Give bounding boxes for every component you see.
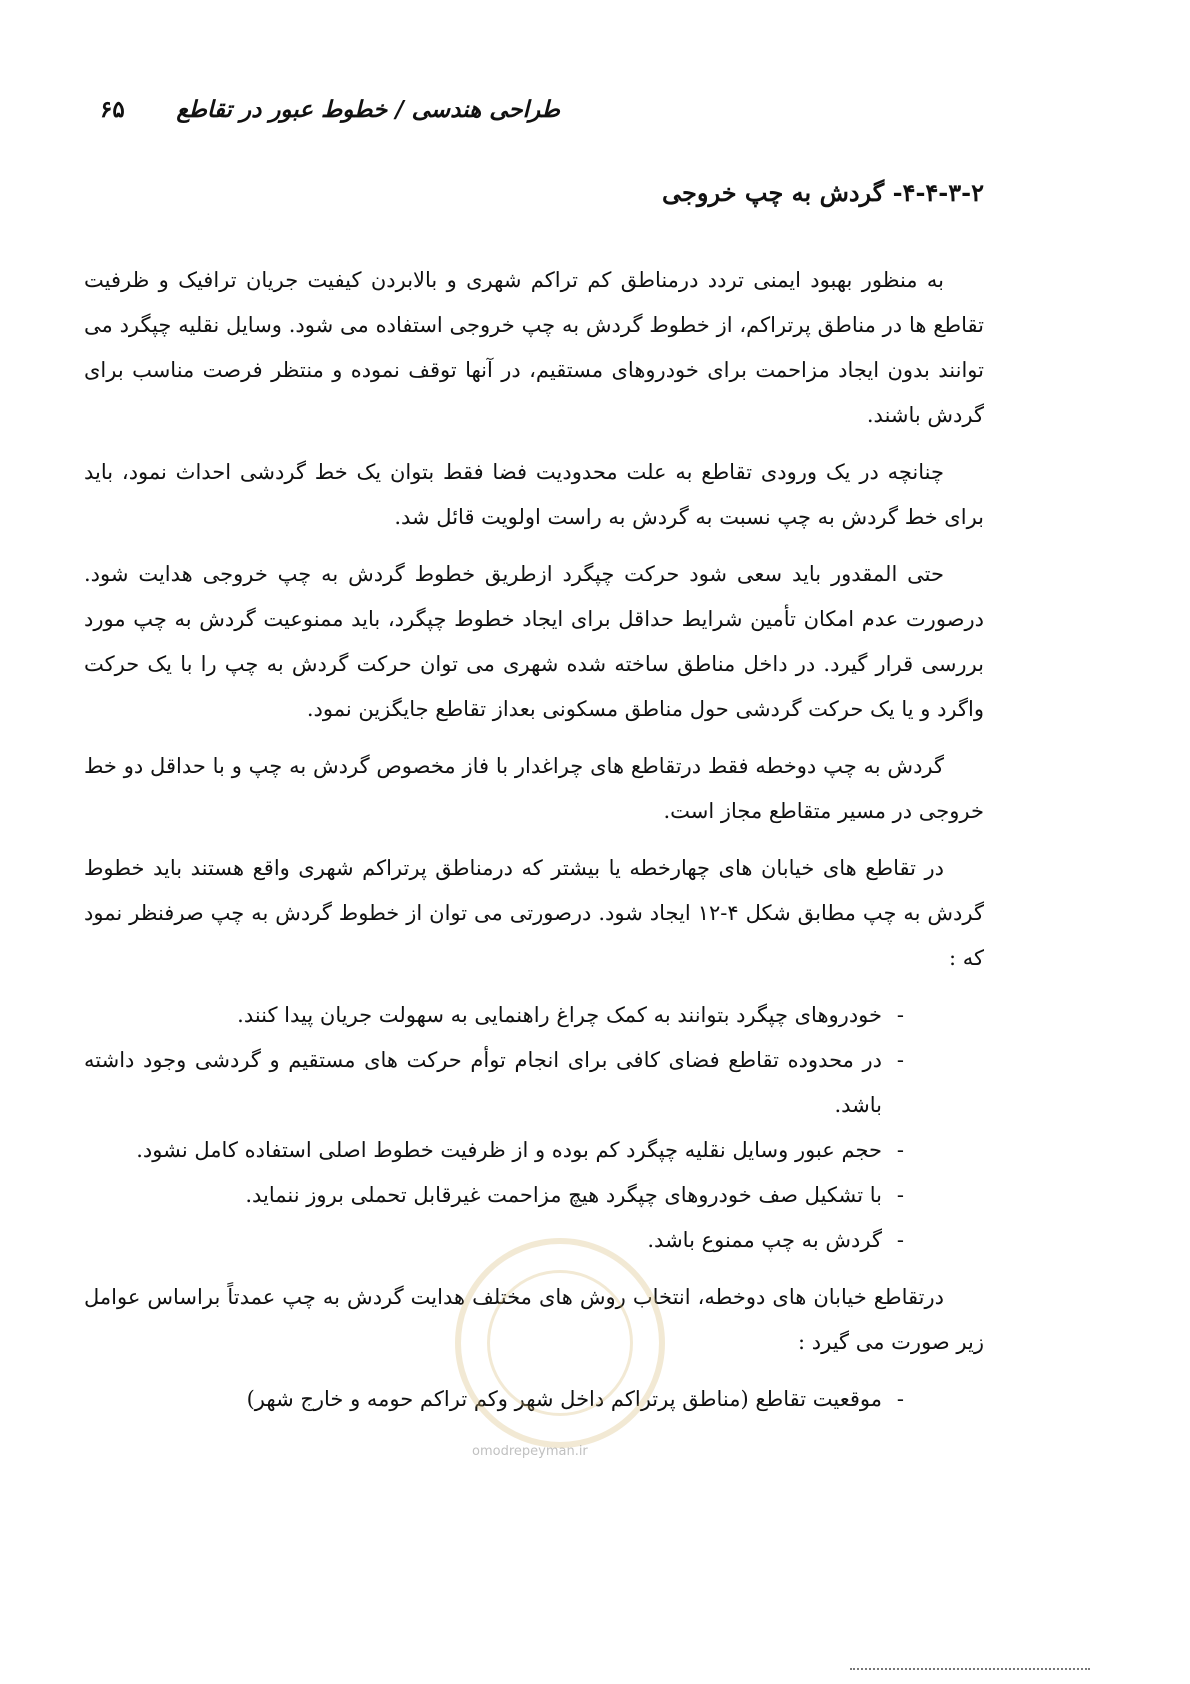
list-item: [84, 993, 904, 1038]
list-item: [84, 1218, 904, 1263]
list-marker: -: [896, 1048, 904, 1072]
paragraph-5: در تقاطع های خیابان های چهارخطه یا بیشتر که درمناطق پرتراکم شهری واقع هستند باید خطوط گردش به چپ مطابق شکل ۴-۱۲ ایجاد شود. درصورتی می توان از خطوط گردش به چپ صرفنظر نمود که :: [84, 856, 984, 970]
list-item-text: حجم عبور وسایل نقلیه چپگرد کم بوده و از ظرفیت خطوط اصلی استفاده کامل نشود.: [136, 1138, 882, 1162]
watermark-seal: [455, 1238, 665, 1448]
watermark-url: omodrepeyman.ir: [472, 1444, 588, 1459]
list-marker: -: [896, 1387, 904, 1411]
scan-edge-marks: [850, 1668, 1090, 1674]
list-item-text: گردش به چپ ممنوع باشد.: [647, 1228, 882, 1252]
list-item-text: با تشکیل صف خودروهای چپگرد هیچ مزاحمت غیرقابل تحملی بروز ننماید.: [245, 1183, 882, 1207]
running-title: طراحی هندسی / خطوط عبور در تقاطع: [176, 96, 560, 123]
page-header: [100, 96, 560, 136]
list-item-text: در محدوده تقاطع فضای کافی برای انجام توأم حرکت های مستقیم و گردشی وجود داشته باشد.: [84, 1048, 882, 1117]
section-heading: ۴-۴-۳-۲- گردش به چپ خروجی: [662, 178, 984, 207]
list-marker: -: [896, 1138, 904, 1162]
list-item-text: موقعیت تقاطع (مناطق پرتراکم داخل شهر وکم تراکم حومه و خارج شهر): [246, 1387, 882, 1411]
list-item: [84, 1128, 904, 1173]
paragraph-3: حتی المقدور باید سعی شود حرکت چپگرد ازطریق خطوط گردش به چپ خروجی هدایت شود. درصورت عدم امکان تأمین شرایط حداقل برای ایجاد خطوط چپگرد، باید ممنوعیت گردش به چپ مورد بررسی قرار گیرد. در داخل مناطق ساخته شده شهری می توان حرکت گردش به چپ را با یک حرکت واگرد و یا یک حرکت گردشی حول مناطق مسکونی بعداز تقاطع جایگزین نمود.: [84, 562, 984, 721]
page-number: ۶۵: [100, 96, 125, 123]
closing-paragraph: درتقاطع خیابان های دوخطه، انتخاب روش های مختلف هدایت گردش به چپ عمدتاً براساس عوامل زیر صورت می گیرد :: [84, 1285, 984, 1354]
list-marker: -: [896, 1183, 904, 1207]
paragraph-4: گردش به چپ دوخطه فقط درتقاطع های چراغدار با فاز مخصوص گردش به چپ و با حداقل دو خط خروجی در مسیر متقاطع مجاز است.: [84, 754, 984, 823]
list-marker: -: [896, 1228, 904, 1252]
list-marker: -: [896, 1003, 904, 1027]
watermark-seal-inner-ring: [487, 1270, 633, 1416]
list-item-text: خودروهای چپگرد بتوانند به کمک چراغ راهنمایی به سهولت جریان پیدا کنند.: [237, 1003, 882, 1027]
list-item: [84, 1038, 904, 1128]
conditions-list: [84, 993, 984, 1263]
list-item: [84, 1173, 904, 1218]
paragraph-2: چنانچه در یک ورودی تقاطع به علت محدودیت فضا فقط بتوان یک خط گردشی احداث نمود، باید برای خط گردش به چپ نسبت به گردش به راست اولویت قائل شد.: [84, 460, 984, 529]
paragraph-1: به منظور بهبود ایمنی تردد درمناطق کم تراکم شهری و بالابردن کیفیت جریان ترافیک و ظرفیت تقاطع ها در مناطق پرتراکم، از خطوط گردش به چپ خروجی استفاده می شود. وسایل نقلیه چپگرد می توانند بدون ایجاد مزاحمت برای خودروهای مستقیم، در آنها توقف نموده و منتظر فرصت مناسب برای گردش باشند.: [84, 268, 984, 427]
